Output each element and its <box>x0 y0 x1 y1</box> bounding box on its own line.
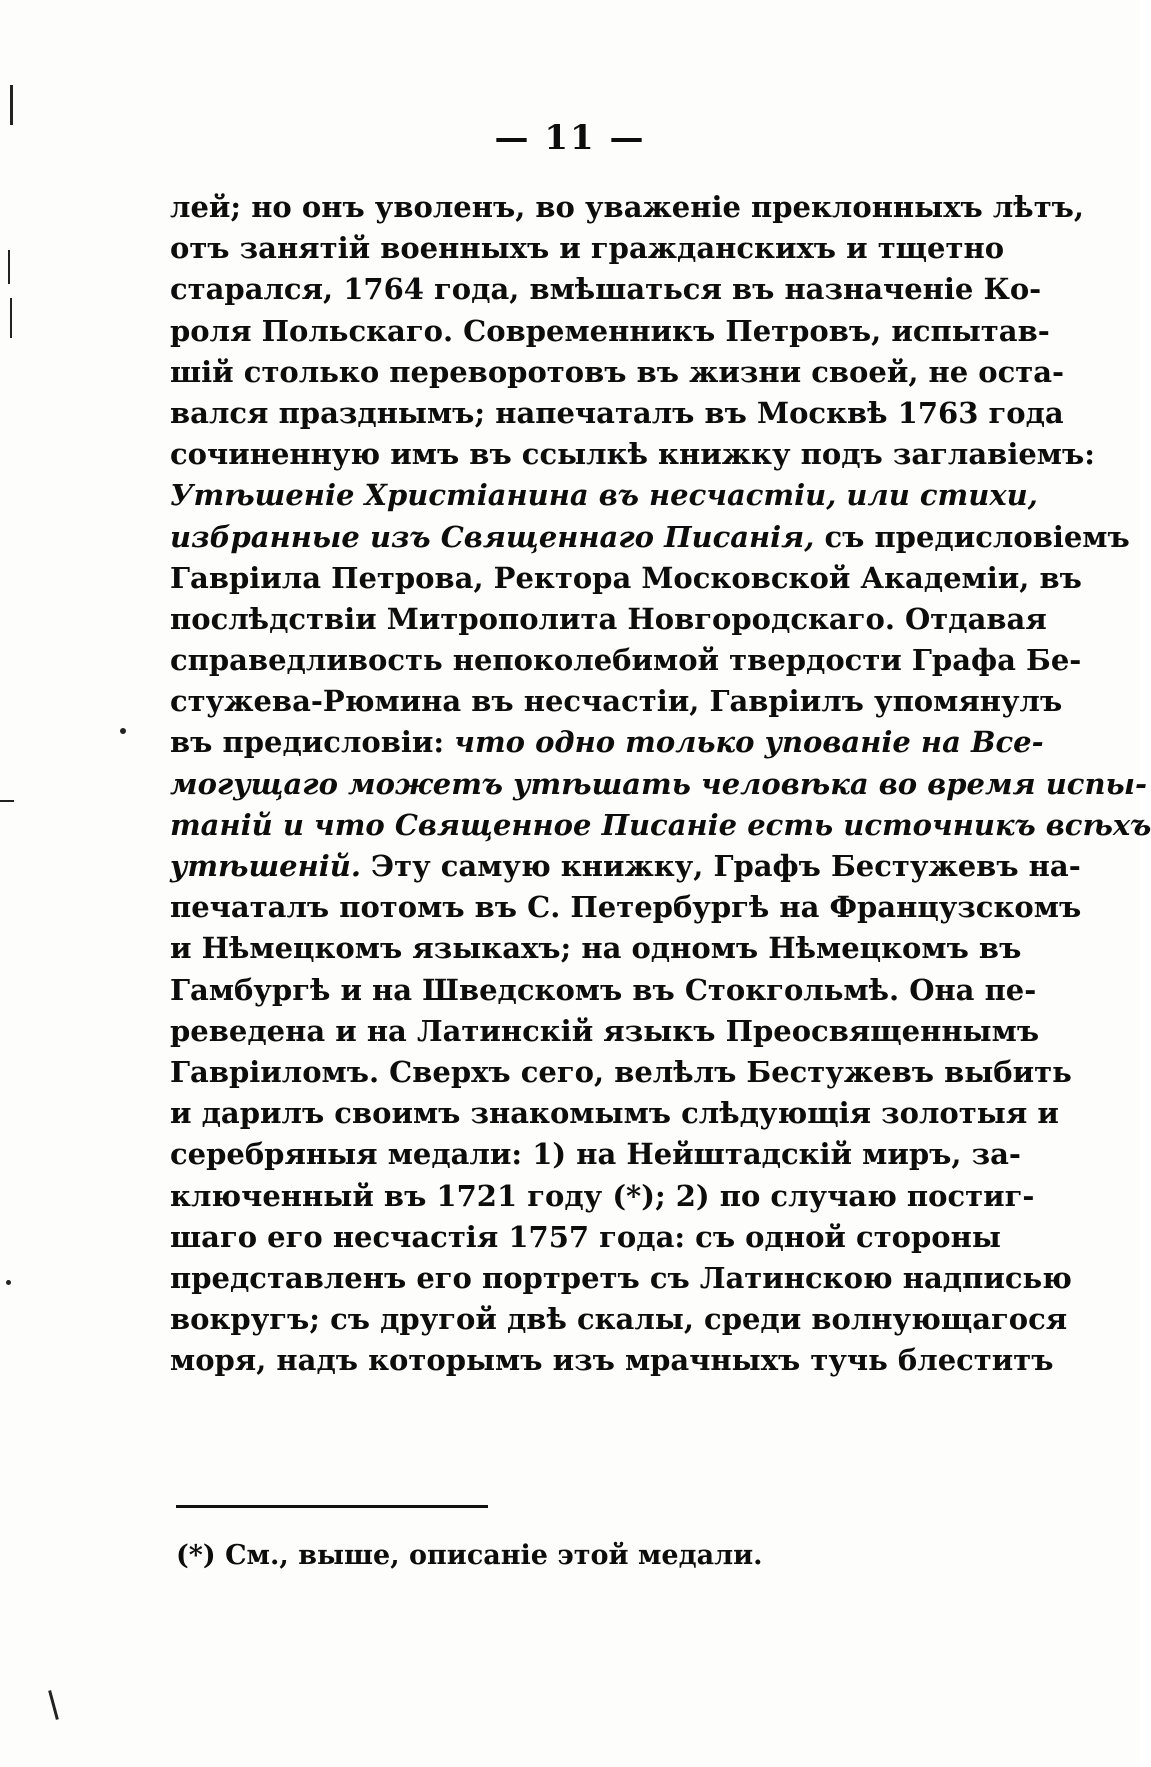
scan-mark <box>120 728 126 734</box>
scan-mark <box>10 85 13 125</box>
text-line: послѣдствіи Митрополита Новгородскаго. Отдавая <box>170 601 1047 636</box>
roman-text: въ предисловіи: <box>170 725 455 760</box>
text-line: печаталъ потомъ въ С. Петербургѣ на Французскомъ <box>170 890 1082 925</box>
footnote: (*) См., выше, описаніе этой медали. <box>176 1540 763 1571</box>
scan-mark <box>0 800 14 802</box>
scan-mark <box>48 1690 59 1720</box>
text-line: и Нѣмецкомъ языкахъ; на одномъ Нѣмецкомъ въ <box>170 931 1022 966</box>
text-line: роля Польскаго. Современникъ Петровъ, испытав- <box>170 313 1050 348</box>
text-line: стужева-Рюмина въ несчастіи, Гавріилъ упомянулъ <box>170 684 1063 719</box>
body-text <box>170 187 1151 1381</box>
text-line <box>170 517 1130 558</box>
text-line: вокругъ; съ другой двѣ скалы, среди волнующагося <box>170 1302 1068 1337</box>
text-line: шаго его несчастія 1757 года: съ одной стороны <box>170 1219 1001 1254</box>
text-line: лей; но онъ уволенъ, во уваженіе преклонныхъ лѣтъ, <box>170 190 1085 224</box>
text-line: моря, надъ которымъ изъ мрачныхъ тучь блеститъ <box>170 1343 1054 1378</box>
italic-text: избранные изъ Священнаго Писанія, <box>170 519 815 554</box>
text-line <box>170 475 1038 516</box>
italic-text: Утѣшеніе Христіанина въ несчастіи, или стихи, <box>170 478 1038 513</box>
roman-text: съ предисловіемъ <box>814 519 1130 554</box>
text-line <box>170 764 1148 805</box>
text-line <box>170 846 1081 887</box>
scan-mark <box>8 250 10 284</box>
text-line: серебряныя медали: 1) на Нейштадскій миръ, за- <box>170 1137 1021 1172</box>
scan-mark <box>6 1280 11 1285</box>
text-line: Гавріила Петрова, Ректора Московской Академіи, въ <box>170 560 1082 595</box>
scan-mark <box>10 298 12 338</box>
page-number: — 11 — <box>494 118 646 158</box>
footnote-divider <box>176 1505 488 1508</box>
text-line: шій столько переворотовъ въ жизни своей, не оста- <box>170 354 1065 389</box>
text-line: и дарилъ своимъ знакомымъ слѣдующія золотыя и <box>170 1096 1059 1131</box>
text-line <box>170 722 1044 763</box>
text-line: ключенный въ 1721 году (*); 2) по случаю постиг- <box>170 1178 1035 1213</box>
text-line: старался, 1764 года, вмѣшаться въ назначеніе Ко- <box>170 272 1042 307</box>
text-line: представленъ его портретъ съ Латинскою надписью <box>170 1260 1072 1295</box>
text-line: Гамбургѣ и на Шведскомъ въ Стокгольмѣ. Она пе- <box>170 972 1037 1007</box>
italic-text: утѣшеній. <box>170 849 361 883</box>
roman-text: Эту самую книжку, Графъ Бестужевъ на- <box>360 849 1081 883</box>
italic-text: что одно только упованіе на Все- <box>454 725 1044 760</box>
text-line: сочиненную имъ въ ссылкѣ книжку подъ заглавіемъ: <box>170 437 1095 472</box>
text-line <box>170 805 1151 846</box>
italic-text: могущаго можетъ утѣшать человѣка во время испы- <box>170 766 1148 801</box>
text-line: вался празднымъ; напечаталъ въ Москвѣ 1763 года <box>170 395 1064 430</box>
text-line: Гавріиломъ. Сверхъ сего, велѣлъ Бестужевъ выбить <box>170 1054 1072 1089</box>
text-line: справедливость непоколебимой твердости Графа Бе- <box>170 643 1082 678</box>
italic-text: таній и что Священное Писаніе есть источникъ всѣхъ <box>170 807 1151 842</box>
text-line: реведена и на Латинскій языкъ Преосвященнымъ <box>170 1013 1040 1048</box>
text-line: отъ занятій военныхъ и гражданскихъ и тщетно <box>170 231 1005 266</box>
